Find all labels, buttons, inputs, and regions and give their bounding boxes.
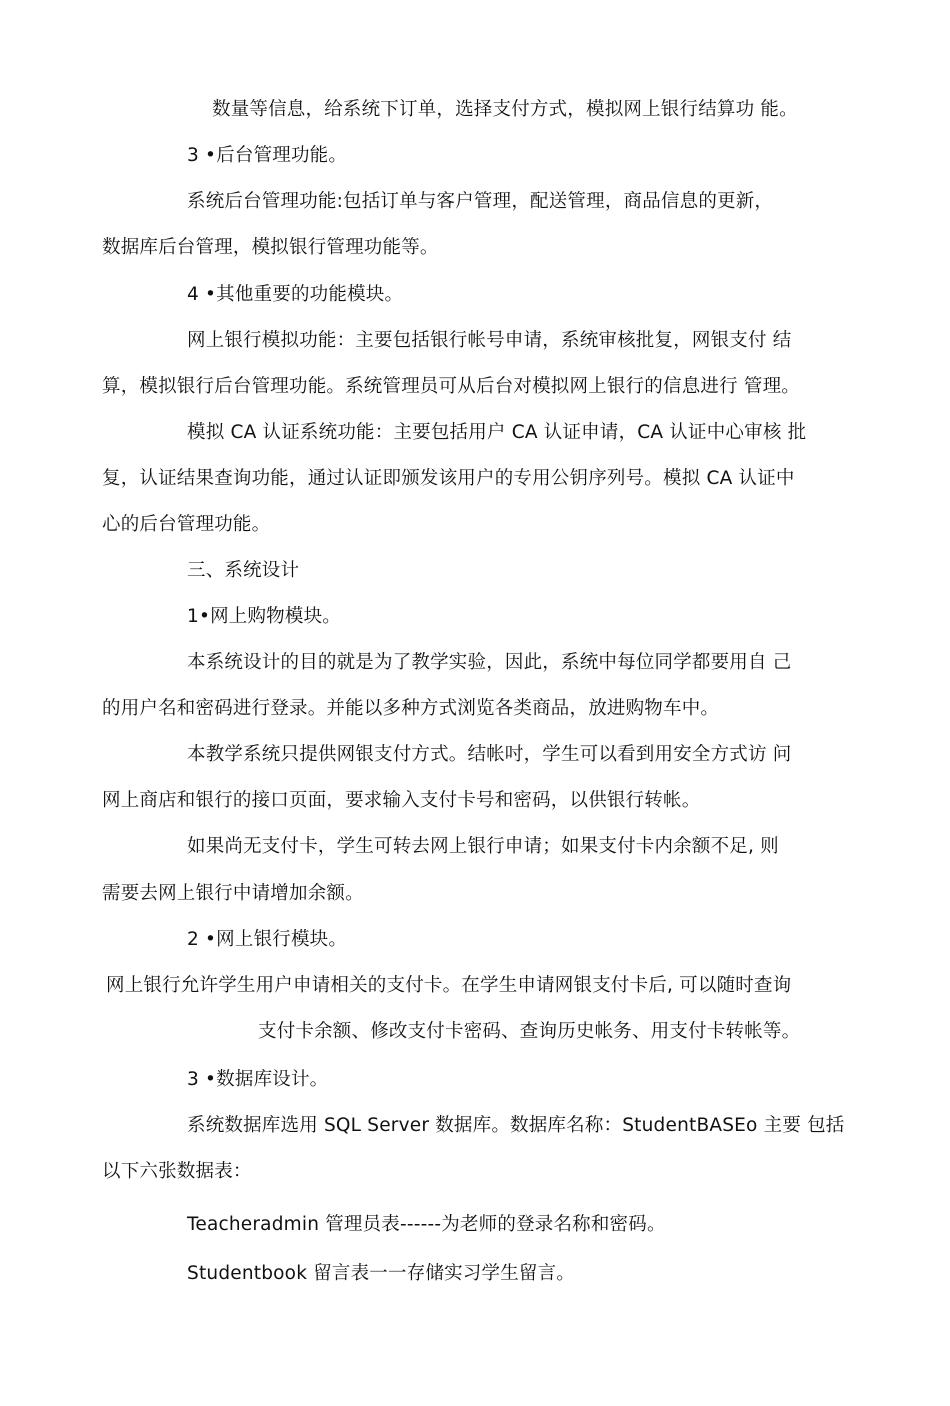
- paragraph-line: 的用户名和密码进行登录。并能以多种方式浏览各类商品，放进购物车中。: [102, 698, 720, 719]
- section-heading: 1•网上购物模块。: [187, 606, 341, 627]
- paragraph-line: 支付卡余额、修改支付卡密码、查询历史帐务、用支付卡转帐等。: [258, 1021, 801, 1042]
- paragraph-line: 系统后台管理功能:包括订单与客户管理，配送管理，商品信息的更新，: [187, 191, 774, 212]
- section-heading: 2 •网上银行模块。: [187, 929, 348, 950]
- chapter-heading: 三、系统设计: [187, 560, 300, 581]
- section-heading: 3 •后台管理功能。: [187, 145, 348, 166]
- table-description: Studentbook 留言表一一存储实习学生留言。: [187, 1263, 576, 1284]
- section-heading: 3 •数据库设计。: [187, 1069, 329, 1090]
- table-description: Teacheradmin 管理员表------为老师的登录名称和密码。: [187, 1214, 666, 1235]
- paragraph-line: 心的后台管理功能。: [102, 514, 271, 535]
- paragraph-line: 系统数据库选用 SQL Server 数据库。数据库名称：StudentBASEo 主要 包括: [187, 1115, 845, 1136]
- paragraph-line: 需要去网上银行中请增加余额。: [102, 883, 364, 904]
- paragraph-line: 数量等信息，给系统下订单，选择支付方式，模拟网上银行结算功 能。: [212, 99, 798, 120]
- paragraph-line: 网上银行模拟功能：主要包括银行帐号申请，系统审核批复，网银支付 结: [187, 330, 792, 351]
- paragraph-line: 如果尚无支付卡，学生可转去网上银行申请；如果支付卡内余额不足, 则: [187, 836, 779, 857]
- section-heading: 4 •其他重要的功能模块。: [187, 284, 404, 305]
- paragraph-line: 本教学系统只提供网银支付方式。结帐吋，学生可以看到用安全方式访 问: [187, 744, 792, 765]
- paragraph-line: 以下六张数据表：: [102, 1161, 252, 1182]
- paragraph-line: 模拟 CA 认证系统功能：主要包括用户 CA 认证申请，CA 认证中心审核 批: [187, 422, 807, 443]
- paragraph-line: 网上商店和银行的接口页面，要求输入支付卡号和密码，以供银行转帐。: [102, 790, 701, 811]
- paragraph-line: 数据库后台管理，模拟银行管理功能等。: [102, 237, 439, 258]
- paragraph-line: 本系统设计的目的就是为了教学实验，因此，系统中每位同学都要用自 己: [187, 652, 792, 673]
- paragraph-line: 复，认证结果查询功能，通过认证即颁发该用户的专用公钥序列号。模拟 CA 认证中: [102, 468, 795, 489]
- paragraph-line: 算，模拟银行后台管理功能。系统管理员可从后台对模拟网上银行的信息进行 管理。: [102, 376, 800, 397]
- paragraph-line: 网上银行允许学生用户申请相关的支付卡。在学生申请网银支付卡后, 可以随时查询: [106, 975, 792, 996]
